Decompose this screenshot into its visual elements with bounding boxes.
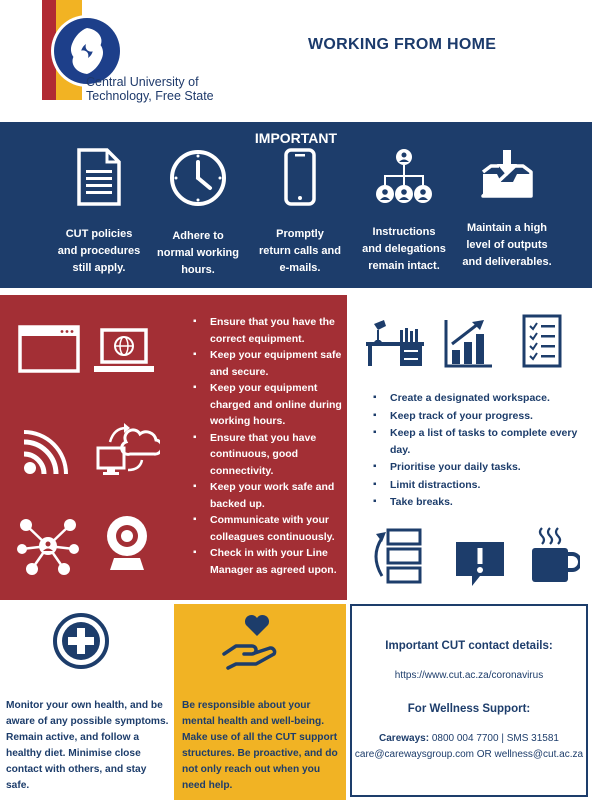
- inbox-download-icon: [479, 148, 535, 200]
- text-line: remain intact.: [368, 260, 440, 272]
- smartphone-icon: [284, 148, 316, 206]
- page-title: WORKING FROM HOME: [308, 36, 497, 53]
- text-line: e-mails.: [279, 262, 321, 274]
- laptop-globe-icon: [92, 328, 156, 376]
- important-item-instructions: [349, 148, 459, 283]
- logo-line-1: Central University of: [86, 75, 199, 89]
- medical-cross-icon: [52, 612, 110, 670]
- important-item-text: [143, 228, 253, 279]
- important-item-text: [452, 220, 562, 271]
- list-item: ▪ Ensure that you have continuous, good connectivity.: [190, 430, 342, 480]
- list-item: ▪ Ensure that you have the correct equipment.: [190, 314, 342, 347]
- list-item: ▪ Keep track of your progress.: [370, 408, 582, 425]
- text-line: still apply.: [72, 262, 126, 274]
- text-line: level of outputs: [466, 239, 548, 251]
- important-item-hours: [143, 148, 253, 283]
- list-item: ▪ Take breaks.: [370, 494, 582, 511]
- important-item-text: [349, 224, 459, 275]
- mental-health-text: Be responsible about your mental health and well-being. Make use of all the CUT support structures. Be proactive, and do not only reach out when you need help.: [182, 700, 338, 791]
- list-item: ▪ Keep your work safe and backed up.: [190, 479, 342, 512]
- text-line: and deliverables.: [462, 256, 552, 268]
- clock-icon: [168, 148, 228, 208]
- important-item-calls: [245, 148, 355, 283]
- contact-heading: Important CUT contact details:: [385, 640, 553, 652]
- network-people-icon: [16, 515, 80, 577]
- important-item-policies: [44, 148, 154, 283]
- checklist-icon: [522, 314, 562, 368]
- text-line: Instructions: [372, 226, 436, 238]
- prioritise-list-icon: [368, 528, 422, 584]
- text-line: Promptly: [276, 228, 324, 240]
- list-item: ▪ Keep a list of tasks to complete every day.: [370, 425, 582, 458]
- text-line: Maintain a high: [466, 222, 548, 234]
- contact-panel: [350, 604, 588, 797]
- contact-emails[interactable]: care@carewaysgroup.com OR wellness@cut.ac.za: [354, 749, 584, 760]
- desk-workspace-icon: [366, 320, 424, 368]
- equipment-bullet-list: [190, 314, 342, 578]
- growth-chart-icon: [444, 318, 494, 368]
- logo-wordmark: [86, 75, 214, 103]
- careways-line: [350, 733, 588, 744]
- text-line: CUT policies: [65, 228, 133, 240]
- text-line: and delegations: [362, 243, 446, 255]
- list-item: ▪ Create a designated workspace.: [370, 390, 582, 407]
- careways-label: Careways:: [379, 733, 430, 744]
- text-line: hours.: [181, 264, 215, 276]
- important-item-text: [245, 226, 355, 277]
- health-advice-text: Monitor your own health, and be aware of any possible symptoms. Remain active, and follow a healthy diet. Minimise close contact with others, and stay safe.: [6, 700, 169, 791]
- important-heading: IMPORTANT: [254, 130, 338, 146]
- list-item: ▪ Communicate with your colleagues continuously.: [190, 512, 342, 545]
- webcam-icon: [104, 514, 150, 572]
- wifi-signal-icon: [20, 430, 70, 478]
- important-item-text: [44, 226, 154, 277]
- heart-hand-icon: [222, 614, 292, 670]
- wellness-heading: For Wellness Support:: [407, 703, 531, 715]
- text-line: Adhere to: [172, 230, 224, 242]
- org-chart-icon: [374, 148, 434, 208]
- list-item: ▪ Keep your equipment charged and online during working hours.: [190, 380, 342, 430]
- cloud-sync-icon: [96, 420, 160, 478]
- list-item: ▪ Check in with your Line Manager as agreed upon.: [190, 545, 342, 578]
- text-line: normal working: [157, 247, 239, 259]
- logo-line-2: Technology, Free State: [86, 89, 214, 103]
- text-line: and procedures: [57, 245, 141, 257]
- workspace-bullet-list: [370, 390, 582, 512]
- list-item: ▪ Limit distractions.: [370, 477, 582, 494]
- important-item-outputs: [452, 148, 562, 283]
- careways-numbers: 0800 004 7700 | SMS 31581: [429, 733, 559, 744]
- document-icon: [77, 148, 121, 206]
- list-item: ▪ Keep your equipment safe and secure.: [190, 347, 342, 380]
- list-item: ▪ Prioritise your daily tasks.: [370, 459, 582, 476]
- alert-message-icon: [454, 540, 506, 590]
- coronavirus-link[interactable]: https://www.cut.ac.za/coronavirus: [394, 670, 544, 681]
- coffee-mug-icon: [528, 526, 580, 584]
- text-line: return calls and: [259, 245, 341, 257]
- browser-window-icon: [18, 325, 80, 375]
